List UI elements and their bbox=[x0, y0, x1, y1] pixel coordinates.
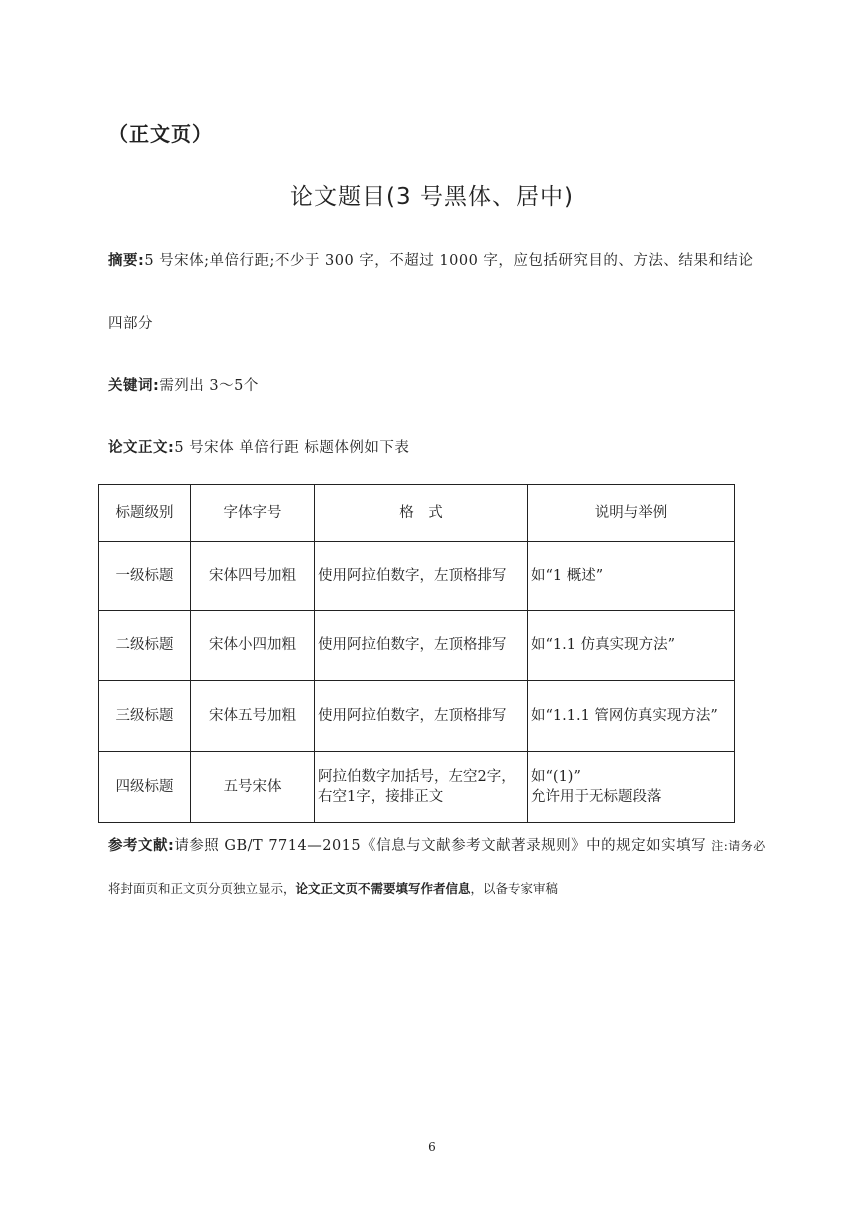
note-start: 注:请务必 bbox=[711, 839, 766, 853]
references-text: 请参照 GB/T 7714—2015《信息与文献参考文献著录规则》中的规定如实填写 bbox=[174, 838, 707, 854]
keywords-paragraph bbox=[108, 374, 259, 395]
table-cell: 二级标题 bbox=[99, 611, 191, 681]
table-cell: 如“1.1 仿真实现方法” bbox=[528, 611, 735, 681]
table-header-row bbox=[99, 485, 735, 542]
table-cell: 使用阿拉伯数字，左顶格排写 bbox=[315, 542, 528, 611]
references-label: 参考文献: bbox=[108, 838, 175, 854]
table-row bbox=[99, 542, 735, 611]
note-paragraph bbox=[108, 879, 558, 897]
table-cell: 使用阿拉伯数字，左顶格排写 bbox=[315, 611, 528, 681]
table-cell: 一级标题 bbox=[99, 542, 191, 611]
table-row bbox=[99, 681, 735, 752]
heading-format-table bbox=[98, 484, 735, 823]
body-text-label: 论文正文: bbox=[108, 440, 175, 456]
body-text-paragraph bbox=[108, 436, 409, 457]
table-row bbox=[99, 611, 735, 681]
table-cell: 四级标题 bbox=[99, 752, 191, 823]
abstract-paragraph-continued: 四部分 bbox=[108, 316, 153, 332]
table-cell: 三级标题 bbox=[99, 681, 191, 752]
table-cell: 五号宋体 bbox=[191, 752, 315, 823]
page-label: （正文页） bbox=[108, 122, 213, 146]
abstract-label: 摘要: bbox=[108, 253, 145, 269]
note-text: 将封面页和正文页分页独立显示， bbox=[108, 881, 296, 896]
table-cell: 阿拉伯数字加括号，左空2字，右空1字，接排正文 bbox=[315, 752, 528, 823]
abstract-text: 5 号宋体;单倍行距;不少于 300 字，不超过 1000 字，应包括研究目的、方法、结果和结论 bbox=[144, 253, 754, 269]
table-cell: 如“1.1.1 管网仿真实现方法” bbox=[528, 681, 735, 752]
example-line: 如“(1)” bbox=[531, 768, 581, 785]
note-text-end: ，以备专家审稿 bbox=[470, 881, 559, 896]
document-title: 论文题目(3 号黑体、居中) bbox=[290, 184, 574, 210]
table-cell: 如“1 概述” bbox=[528, 542, 735, 611]
table-cell: 宋体小四加粗 bbox=[191, 611, 315, 681]
note-bold-text: 论文正文页不需要填写作者信息 bbox=[295, 881, 471, 896]
table-header: 格 式 bbox=[315, 485, 528, 542]
table-header: 标题级别 bbox=[99, 485, 191, 542]
example-line: 允许用于无标题段落 bbox=[531, 789, 662, 805]
table-cell: 使用阿拉伯数字，左顶格排写 bbox=[315, 681, 528, 752]
references-paragraph bbox=[108, 834, 766, 855]
table-cell bbox=[528, 752, 735, 823]
keywords-label: 关键词: bbox=[108, 378, 160, 394]
table-cell: 宋体五号加粗 bbox=[191, 681, 315, 752]
table-cell: 宋体四号加粗 bbox=[191, 542, 315, 611]
table-header: 字体字号 bbox=[191, 485, 315, 542]
keywords-text: 需列出 3～5个 bbox=[159, 378, 259, 394]
body-text-description: 5 号宋体 单倍行距 标题体例如下表 bbox=[174, 440, 410, 456]
abstract-paragraph bbox=[108, 249, 753, 270]
page-number: 6 bbox=[428, 1140, 436, 1154]
table-header: 说明与举例 bbox=[528, 485, 735, 542]
table-row bbox=[99, 752, 735, 823]
